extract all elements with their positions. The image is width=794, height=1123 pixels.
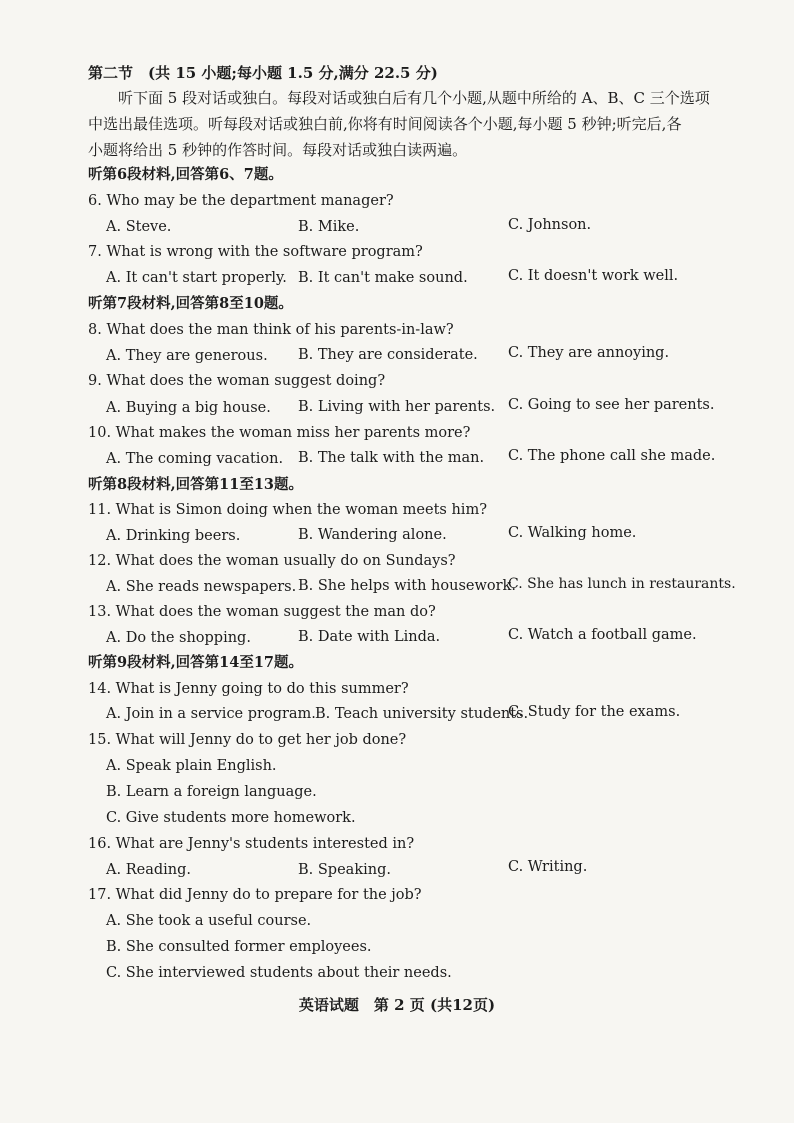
- q14-option-b: B. Teach university students.: [315, 706, 529, 722]
- q11-option-b: B. Wandering alone.: [298, 527, 447, 543]
- q8-option-a: A. They are generous.: [106, 348, 268, 364]
- question-14: 14. What is Jenny going to do this summer?: [88, 681, 409, 697]
- question-8: 8. What does the man think of his parents-in-law?: [88, 322, 454, 338]
- q7-option-c: C. It doesn't work well.: [508, 268, 679, 284]
- intro-line-3: 小题将给出 5 秒钟的作答时间。每段对话或独白读两遍。: [88, 141, 468, 159]
- q8-option-c: C. They are annoying.: [508, 345, 670, 361]
- intro-line-1: 听下面 5 段对话或独白。每段对话或独白后有几个小题,从题中所给的 A、B、C 三个选项: [118, 89, 710, 107]
- q17-option-b: B. She consulted former employees.: [106, 939, 372, 955]
- q15-option-b: B. Learn a foreign language.: [106, 784, 317, 800]
- page-footer: 英语试题 第 2 页 (共12页): [298, 996, 496, 1014]
- question-11: 11. What is Simon doing when the woman meets him?: [88, 502, 487, 518]
- q8-option-b: B. They are considerate.: [298, 347, 478, 363]
- q6-option-c: C. Johnson.: [508, 217, 592, 233]
- intro-line-2: 中选出最佳选项。听每段对话或独白前,你将有时间阅读各个小题,每小题 5 秒钟;听完后,各: [88, 115, 682, 133]
- q10-option-c: C. The phone call she made.: [508, 448, 716, 464]
- q10-option-a: A. The coming vacation.: [106, 451, 284, 467]
- q16-option-c: C. Writing.: [508, 859, 588, 875]
- q12-option-b: B. She helps with housework.: [298, 578, 516, 594]
- question-17: 17. What did Jenny do to prepare for the job?: [88, 887, 422, 903]
- question-7: 7. What is wrong with the software program?: [88, 244, 423, 260]
- question-13: 13. What does the woman suggest the man do?: [88, 604, 436, 620]
- q9-option-b: B. Living with her parents.: [298, 399, 496, 415]
- q11-option-a: A. Drinking beers.: [106, 528, 241, 544]
- material-heading-6: 听第6段材料,回答第6、7题。: [88, 166, 283, 183]
- q9-option-a: A. Buying a big house.: [106, 400, 271, 416]
- question-6: 6. Who may be the department manager?: [88, 193, 394, 209]
- q15-option-a: A. Speak plain English.: [106, 758, 277, 774]
- q6-option-b: B. Mike.: [298, 219, 360, 235]
- question-12: 12. What does the woman usually do on Sundays?: [88, 553, 456, 569]
- q14-option-c: C. Study for the exams.: [508, 704, 681, 720]
- q12-option-c: C. She has lunch in restaurants.: [508, 576, 736, 592]
- q7-option-b: B. It can't make sound.: [298, 270, 468, 286]
- question-10: 10. What makes the woman miss her parents more?: [88, 425, 471, 441]
- section-title: 第二节 (共 15 小题;每小题 1.5 分,满分 22.5 分): [88, 64, 438, 82]
- q16-option-b: B. Speaking.: [298, 862, 391, 878]
- q11-option-c: C. Walking home.: [508, 525, 637, 541]
- q17-option-c: C. She interviewed students about their needs.: [106, 965, 452, 981]
- q12-option-a: A. She reads newspapers.: [106, 579, 297, 595]
- material-heading-7: 听第7段材料,回答第8至10题。: [88, 295, 293, 312]
- q13-option-b: B. Date with Linda.: [298, 629, 441, 645]
- material-heading-9: 听第9段材料,回答第14至17题。: [88, 654, 303, 671]
- q17-option-a: A. She took a useful course.: [106, 913, 312, 929]
- q13-option-c: C. Watch a football game.: [508, 627, 697, 643]
- question-15: 15. What will Jenny do to get her job done?: [88, 732, 407, 748]
- question-16: 16. What are Jenny's students interested in?: [88, 836, 415, 852]
- q14-option-a: A. Join in a service program.: [106, 706, 316, 722]
- q10-option-b: B. The talk with the man.: [298, 450, 485, 466]
- q9-option-c: C. Going to see her parents.: [508, 397, 715, 413]
- q15-option-c: C. Give students more homework.: [106, 810, 356, 826]
- q7-option-a: A. It can't start properly.: [106, 270, 287, 286]
- q6-option-a: A. Steve.: [106, 219, 172, 235]
- material-heading-8: 听第8段材料,回答第11至13题。: [88, 476, 303, 493]
- q16-option-a: A. Reading.: [106, 862, 191, 878]
- question-9: 9. What does the woman suggest doing?: [88, 373, 386, 389]
- q13-option-a: A. Do the shopping.: [106, 630, 251, 646]
